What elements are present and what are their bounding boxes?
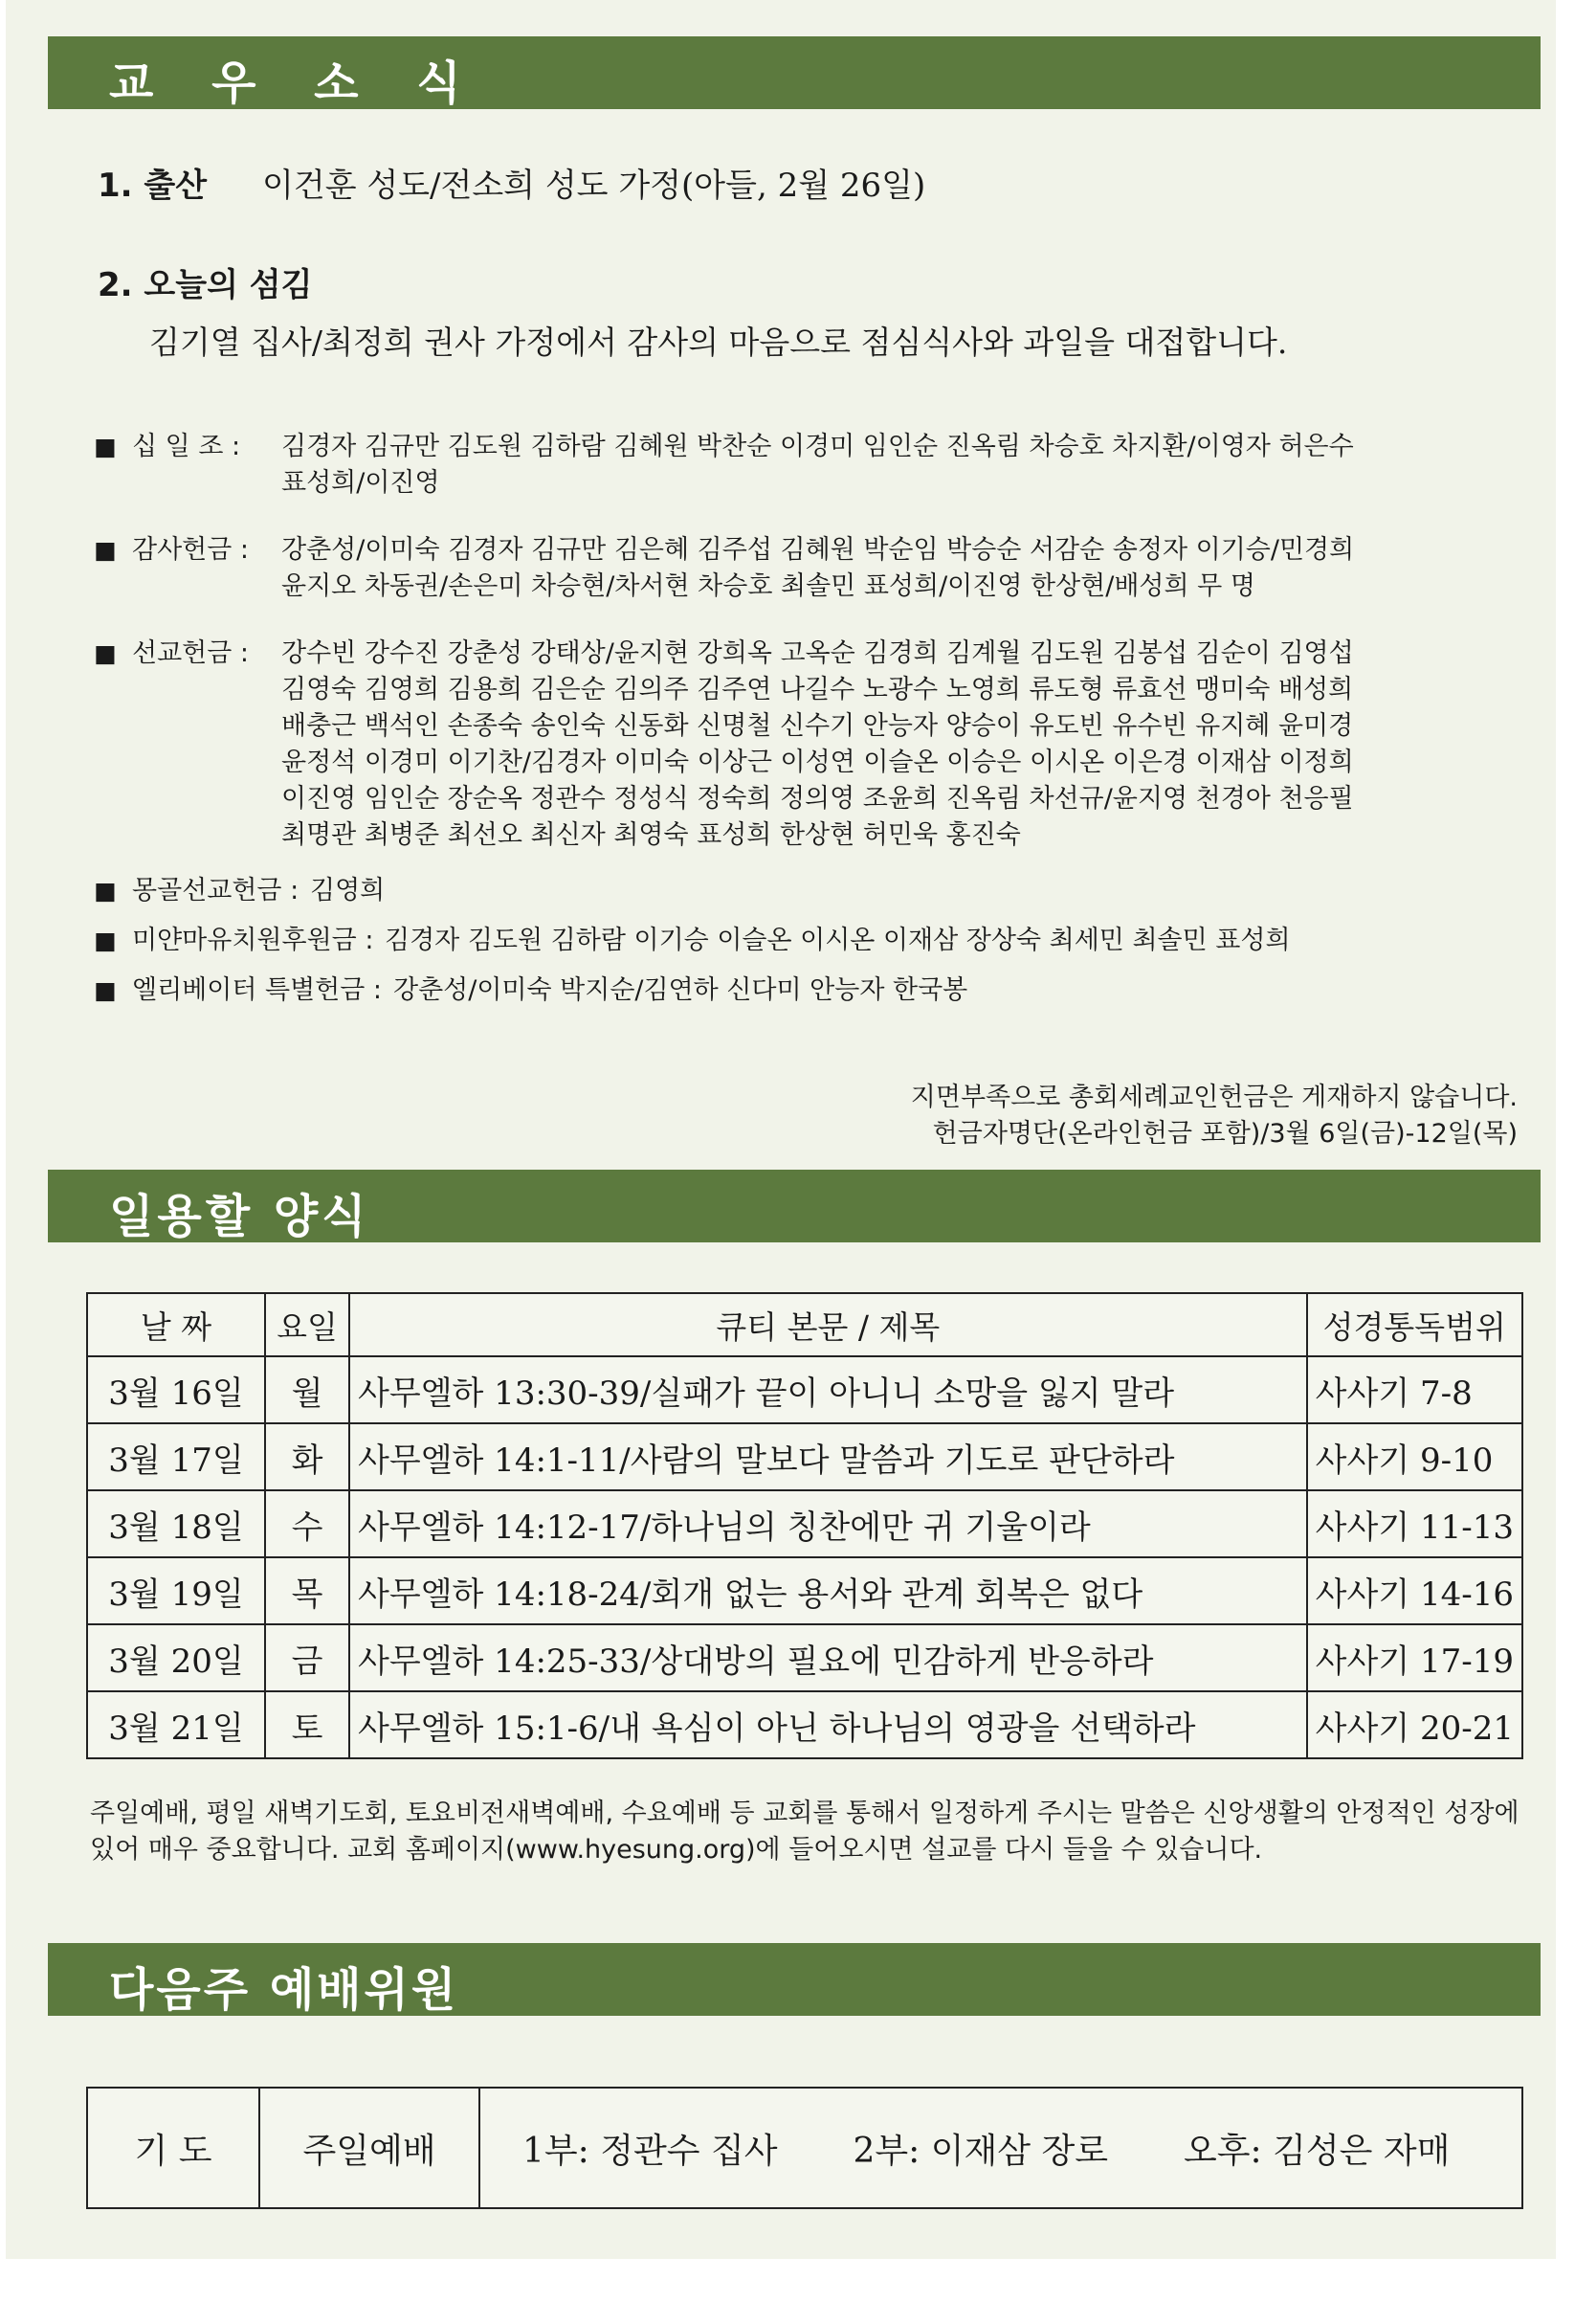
qt-text: 사무엘하 14:12-17/하나님의 칭찬에만 귀 기울이라 [349,1490,1307,1557]
offering-label: 십 일 조 : [132,432,241,461]
qt-reading: 사사기 11-13 [1307,1490,1522,1557]
service-heading: 2. 오늘의 섬김 [98,266,313,304]
offering-label: 몽골선교헌금 : [132,876,299,905]
qt-text: 사무엘하 14:25-33/상대방의 필요에 민감하게 반응하라 [349,1624,1307,1691]
qt-day: 목 [265,1557,349,1624]
table-row [87,1624,1522,1691]
worship-afternoon: 오후: 김성은 자매 [1183,2131,1451,2171]
sermon-paragraph: 주일예배, 평일 새벽기도회, 토요비전새벽예배, 수요예배 등 교회를 통해서 일정하게 주시는 말씀은 신앙생활의 안정적인 성장에 있어 매우 중요합니다. 교회 홈페이지(www.hyesung.org)에 들어오시면 설교를 다시 들을 수 있습니다. [90,1799,1520,1865]
section-title-daily-bread: 일용할 양식 [109,1190,370,1243]
service-text: 김기열 집사/최정희 권사 가정에서 감사의 마음으로 점심식사와 과일을 대접합니다. [149,324,1288,361]
offering-label: 미얀마유치원후원금 : [132,926,374,955]
offering-names-line: 김경자 김도원 김하람 이기승 이슬온 이시온 이재삼 장상숙 최세민 최솔민 표성희 [385,926,1291,955]
birth-text: 이건훈 성도/전소희 성도 가정(아들, 2월 26일) [262,167,926,205]
section-band-worship [48,1943,1541,2016]
table-row [87,1691,1522,1758]
section-title-news: 교 우 소 식 [109,56,482,110]
offering-names-line: 윤지오 차동권/손은미 차승현/차서현 차승호 최솔민 표성희/이진영 한상현/배성희 무 명 [281,571,1255,601]
qt-date: 3월 20일 [87,1624,265,1691]
offering-names-line: 김경자 김규만 김도원 김하람 김혜원 박찬순 이경미 임인순 진옥림 차승호 차지환/이영자 허은수 [281,432,1354,461]
table-row [87,1490,1522,1557]
offering-label: 감사헌금 : [132,535,250,565]
notice-line-2: 헌금자명단(온라인헌금 포함)/3월 6일(금)-12일(목) [932,1119,1518,1149]
offering-names-line: 김영희 [310,876,386,905]
qt-date: 3월 19일 [87,1557,265,1624]
qt-day: 수 [265,1490,349,1557]
offering-names-line: 강수빈 강수진 강춘성 강태상/윤지현 강희옥 고옥순 김경희 김계월 김도원 김봉섭 김순이 김영섭 [281,638,1354,668]
offering-names-line: 김영숙 김영희 김용희 김은순 김의주 김주연 나길수 노광수 노영희 류도형 류효선 맹미숙 배성희 [281,675,1354,704]
qt-text: 사무엘하 14:18-24/회개 없는 용서와 관계 회복은 없다 [349,1557,1307,1624]
offering-names-line: 배충근 백석인 손종숙 송인숙 신동화 신명철 신수기 안능자 양승이 유도빈 유수빈 유지혜 윤미경 [281,711,1354,741]
qt-text: 사무엘하 15:1-6/내 욕심이 아닌 하나님의 영광을 선택하라 [349,1691,1307,1758]
qt-day: 화 [265,1423,349,1490]
header-day: 요일 [265,1293,349,1356]
bullet-icon: ■ [94,639,117,667]
qt-reading: 사사기 17-19 [1307,1624,1522,1691]
qt-day: 금 [265,1624,349,1691]
offering-names-line: 윤정석 이경미 이기찬/김경자 이미숙 이상근 이성연 이슬온 이승은 이시온 이은경 이재삼 이정희 [281,748,1354,777]
qt-date: 3월 21일 [87,1691,265,1758]
section-band-news [48,36,1541,109]
worship-role: 기 도 [87,2088,259,2208]
offering-names-line: 최명관 최병준 최선오 최신자 최영숙 표성희 한상현 허민욱 홍진숙 [281,820,1021,850]
qt-date: 3월 17일 [87,1423,265,1490]
qt-reading: 사사기 7-8 [1307,1356,1522,1423]
qt-header-row [87,1293,1522,1356]
section-band-daily-bread [48,1170,1541,1242]
qt-reading: 사사기 20-21 [1307,1691,1522,1758]
header-text: 큐티 본문 / 제목 [349,1293,1307,1356]
offering-names-line: 이진영 임인순 장순옥 정관수 정성식 정숙희 정의영 조윤희 진옥림 차선규/윤지영 천경아 천응필 [281,784,1354,814]
worship-table [86,2087,1523,2209]
qt-date: 3월 18일 [87,1490,265,1557]
header-date: 날 짜 [87,1293,265,1356]
worship-assignments [479,2088,1522,2208]
header-reading: 성경통독범위 [1307,1293,1522,1356]
qt-date: 3월 16일 [87,1356,265,1423]
offering-names-line: 강춘성/이미숙 김경자 김규만 김은혜 김주섭 김혜원 박순임 박승순 서감순 송정자 이기승/민경희 [281,535,1355,565]
qt-text: 사무엘하 14:1-11/사람의 말보다 말씀과 기도로 판단하라 [349,1423,1307,1490]
offering-label: 선교헌금 : [132,638,250,668]
worship-row [87,2088,1522,2208]
bullet-icon: ■ [94,976,117,1004]
bullet-icon: ■ [94,536,117,564]
qt-day: 토 [265,1691,349,1758]
qt-reading: 사사기 9-10 [1307,1423,1522,1490]
qt-body [87,1356,1522,1758]
bulletin-page [6,0,1556,2259]
qt-table [86,1292,1523,1759]
table-row [87,1423,1522,1490]
table-row [87,1356,1522,1423]
bullet-icon: ■ [94,877,117,905]
qt-reading: 사사기 14-16 [1307,1557,1522,1624]
offering-names-line: 표성희/이진영 [281,468,440,498]
table-row [87,1557,1522,1624]
birth-heading: 1. 출산 [98,167,208,205]
worship-service: 주일예배 [259,2088,479,2208]
qt-day: 월 [265,1356,349,1423]
section-title-worship: 다음주 예배위원 [109,1963,459,2017]
qt-text: 사무엘하 13:30-39/실패가 끝이 아니니 소망을 잃지 말라 [349,1356,1307,1423]
worship-first: 1부: 정관수 집사 [522,2131,778,2171]
offering-names-line: 강춘성/이미숙 박지순/김연하 신다미 안능자 한국봉 [393,975,968,1005]
bullet-icon: ■ [94,433,117,460]
bullet-icon: ■ [94,927,117,954]
notice-line-1: 지면부족으로 총회세례교인헌금은 게재하지 않습니다. [910,1083,1518,1112]
offering-label: 엘리베이터 특별헌금 : [132,975,382,1005]
worship-second: 2부: 이재삼 장로 [853,2131,1109,2171]
